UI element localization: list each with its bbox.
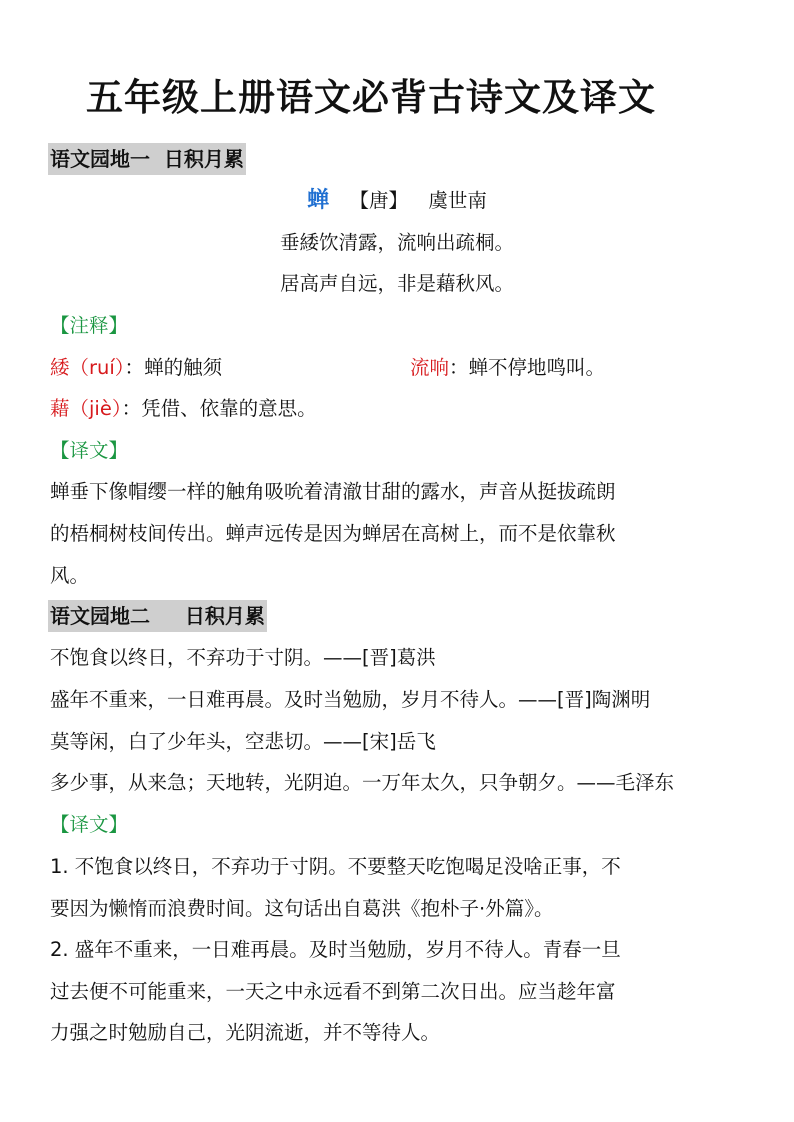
note-item-3 bbox=[50, 394, 317, 424]
note-term: 緌（ruí） bbox=[50, 356, 125, 379]
translation-line: 过去便不可能重来，一天之中永远看不到第二次日出。应当趁年富 bbox=[50, 980, 616, 1003]
quote-line: 莫等闲，白了少年头，空悲切。——[宋]岳飞 bbox=[50, 730, 436, 753]
translation-line: 的梧桐树枝间传出。蝉声远传是因为蝉居在高树上，而不是依靠秋 bbox=[50, 522, 616, 545]
note-separator: ： bbox=[121, 397, 142, 420]
translation-line: 1. 不饱食以终日，不弃功于寸阴。不要整天吃饱喝足没啥正事，不 bbox=[50, 855, 621, 878]
translation-label-1: 【译文】 bbox=[50, 439, 129, 462]
note-definition: 蝉不停地鸣叫。 bbox=[468, 356, 606, 379]
poem-dynasty: 【唐】 bbox=[349, 189, 408, 212]
poem-header bbox=[0, 186, 794, 216]
translation-line: 要因为懒惰而浪费时间。这句话出自葛洪《抱朴子·外篇》。 bbox=[50, 897, 554, 920]
note-definition: 蝉的触须 bbox=[144, 356, 223, 379]
section-heading-1: 语文园地一 日积月累 bbox=[48, 143, 246, 175]
poem-line-2: 居高声自远，非是藉秋风。 bbox=[279, 272, 514, 295]
note-separator: ： bbox=[124, 356, 145, 379]
page-title: 五年级上册语文必背古诗文及译文 bbox=[86, 76, 656, 119]
quote-line: 盛年不重来，一日难再晨。及时当勉励，岁月不待人。——[晋]陶渊明 bbox=[50, 688, 651, 711]
note-separator: ： bbox=[449, 356, 469, 379]
notes-label: 【注释】 bbox=[50, 314, 129, 337]
quote-line: 多少事，从来急；天地转，光阴迫。一万年太久，只争朝夕。——毛泽东 bbox=[50, 771, 675, 794]
note-item-1 bbox=[50, 353, 222, 383]
note-item-2 bbox=[410, 353, 605, 383]
section-heading-2: 语文园地二 日积月累 bbox=[48, 600, 267, 632]
translation-line: 蝉垂下像帽缨一样的触角吸吮着清澈甘甜的露水，声音从挺拔疏朗 bbox=[50, 480, 616, 503]
translation-line: 力强之时勉励自己，光阴流逝，并不等待人。 bbox=[50, 1021, 441, 1044]
translation-line: 风。 bbox=[50, 564, 90, 587]
translation-label-2: 【译文】 bbox=[50, 813, 129, 836]
poem-author: 虞世南 bbox=[428, 189, 487, 212]
poem-title: 蝉 bbox=[307, 188, 330, 213]
note-term: 流响 bbox=[410, 356, 450, 379]
quote-line: 不饱食以终日，不弃功于寸阴。——[晋]葛洪 bbox=[50, 646, 436, 669]
poem-line-1: 垂緌饮清露，流响出疏桐。 bbox=[279, 231, 514, 254]
note-definition: 凭借、依靠的意思。 bbox=[141, 397, 317, 420]
note-term: 藉（jiè） bbox=[50, 397, 122, 420]
translation-line: 2. 盛年不重来，一日难再晨。及时当勉励，岁月不待人。青春一旦 bbox=[50, 938, 621, 961]
